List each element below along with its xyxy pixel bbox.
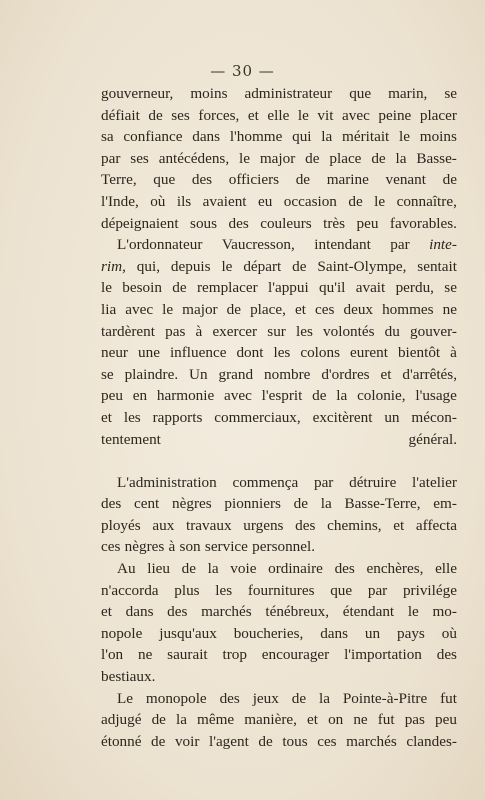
word: ils bbox=[176, 192, 192, 210]
text-line bbox=[101, 364, 457, 386]
word: ses bbox=[130, 149, 149, 167]
word: et bbox=[393, 516, 405, 534]
word: des bbox=[219, 689, 240, 707]
word: étendant bbox=[342, 603, 395, 621]
word: le bbox=[221, 257, 233, 275]
word: Au bbox=[117, 560, 136, 578]
word: l'usage bbox=[415, 387, 457, 405]
word: détruire bbox=[349, 473, 397, 491]
word: des bbox=[334, 560, 355, 578]
word: son bbox=[179, 538, 201, 556]
word: se bbox=[444, 279, 457, 297]
word: Un bbox=[189, 365, 208, 383]
word: hommes bbox=[382, 300, 434, 318]
word: à bbox=[168, 538, 176, 556]
word: commença bbox=[232, 473, 299, 491]
word: lieu bbox=[147, 560, 170, 578]
word: même bbox=[197, 711, 235, 729]
word: par bbox=[367, 581, 388, 599]
text-line bbox=[101, 644, 457, 666]
word: l'agent bbox=[208, 732, 249, 750]
word: les bbox=[296, 322, 313, 340]
word: gouverneur, bbox=[101, 85, 174, 102]
word: commerciaux, bbox=[214, 408, 301, 426]
word: tardèrent bbox=[101, 322, 155, 340]
word: aux bbox=[152, 516, 175, 534]
word: sur bbox=[267, 322, 286, 340]
word: privilége bbox=[402, 581, 457, 599]
word: bestiaux. bbox=[101, 668, 156, 686]
word: remplacer bbox=[196, 279, 258, 297]
word: grand bbox=[218, 365, 254, 383]
word: l'appui bbox=[268, 279, 309, 297]
word: Terre, bbox=[101, 171, 137, 189]
text-line bbox=[101, 385, 457, 407]
word: marin, bbox=[388, 85, 428, 102]
word: de bbox=[291, 689, 307, 707]
word: Pointe-à-Pitre bbox=[342, 689, 428, 707]
text-line bbox=[101, 731, 457, 753]
word: plus bbox=[174, 581, 200, 599]
word: volontés bbox=[323, 322, 375, 340]
word: marine bbox=[326, 171, 369, 189]
word: cent bbox=[133, 495, 160, 513]
paragraph bbox=[101, 688, 457, 753]
word: avec bbox=[342, 106, 370, 124]
word: de bbox=[292, 257, 307, 275]
word: dans bbox=[125, 603, 154, 621]
word: la bbox=[336, 387, 348, 405]
word: dans bbox=[192, 128, 221, 146]
word: des bbox=[191, 171, 213, 189]
word: que bbox=[153, 171, 176, 189]
word: ne bbox=[137, 646, 153, 664]
word: pas bbox=[165, 322, 186, 340]
word: tentement bbox=[101, 430, 161, 448]
word: départ bbox=[243, 257, 282, 275]
page-number: — 30 — bbox=[210, 62, 275, 80]
word: avaient bbox=[202, 192, 247, 210]
word: que bbox=[330, 581, 353, 599]
text-line bbox=[101, 299, 457, 321]
word: et bbox=[294, 300, 306, 318]
word: des bbox=[436, 646, 457, 664]
word: en bbox=[132, 387, 148, 405]
word: colons bbox=[300, 344, 340, 362]
word: trop bbox=[222, 646, 247, 664]
word: les bbox=[123, 408, 141, 426]
word: ordinaire bbox=[268, 560, 323, 578]
word: l'Inde, bbox=[101, 192, 139, 210]
word: de bbox=[172, 279, 187, 297]
word: peu bbox=[435, 711, 457, 729]
word: neur bbox=[101, 344, 128, 362]
word: manière, bbox=[244, 711, 297, 729]
word: lia bbox=[101, 300, 117, 318]
word: officiers bbox=[228, 171, 280, 189]
word: la bbox=[318, 689, 330, 707]
paragraph bbox=[101, 472, 457, 558]
word: de bbox=[226, 300, 242, 318]
word: se bbox=[444, 85, 457, 102]
word: que bbox=[349, 85, 372, 102]
word: ces bbox=[101, 538, 121, 556]
text-line bbox=[101, 105, 457, 127]
word: fut bbox=[377, 711, 395, 729]
word: jeux bbox=[252, 689, 279, 707]
text-line bbox=[101, 148, 457, 170]
word: de bbox=[148, 106, 163, 124]
word: l'on bbox=[101, 646, 124, 664]
word: Le bbox=[117, 689, 134, 707]
word: vit bbox=[317, 106, 334, 124]
word: de bbox=[442, 171, 457, 189]
word: urgens bbox=[243, 516, 284, 534]
word: dont bbox=[236, 344, 264, 362]
word: antécédens, bbox=[158, 149, 230, 167]
word: on bbox=[328, 711, 344, 729]
word: encourager bbox=[261, 646, 330, 664]
word: connaître, bbox=[396, 192, 457, 210]
word: gouver- bbox=[410, 322, 457, 340]
word: l'homme bbox=[229, 128, 283, 146]
word: défiait bbox=[101, 106, 140, 124]
word: un bbox=[384, 408, 400, 426]
word: venant bbox=[385, 171, 426, 189]
body-text bbox=[101, 83, 457, 752]
text-line bbox=[101, 429, 457, 451]
word: couleurs bbox=[260, 214, 312, 232]
word: avait bbox=[355, 279, 386, 297]
word: étonné bbox=[101, 732, 142, 750]
word: dépeignaient bbox=[101, 214, 179, 232]
word: adjugé bbox=[101, 711, 142, 729]
word: sentait bbox=[417, 257, 457, 275]
word: d'arrêtés, bbox=[402, 365, 457, 383]
word: ne bbox=[442, 300, 457, 318]
word: administrateur bbox=[244, 85, 333, 102]
word: peine bbox=[378, 106, 412, 124]
word: besoin bbox=[122, 279, 162, 297]
word: peu bbox=[356, 214, 379, 232]
word: les bbox=[273, 344, 291, 362]
word: de bbox=[312, 387, 327, 405]
word: pays bbox=[397, 624, 425, 642]
word: un bbox=[364, 624, 381, 642]
word: de bbox=[348, 192, 363, 210]
word: qu'il bbox=[319, 279, 346, 297]
word: major bbox=[259, 149, 296, 167]
word: et bbox=[307, 711, 318, 729]
word: où bbox=[150, 192, 166, 210]
text-line bbox=[101, 536, 457, 558]
word: la bbox=[175, 711, 187, 729]
word: la bbox=[207, 560, 219, 578]
word: fournitures bbox=[247, 581, 315, 599]
word: qui bbox=[292, 128, 312, 146]
word: eu bbox=[257, 192, 273, 210]
word: n'accorda bbox=[101, 581, 159, 599]
word: le bbox=[407, 603, 419, 621]
word: des bbox=[295, 516, 316, 534]
word: chemins, bbox=[327, 516, 382, 534]
word: de bbox=[258, 732, 273, 750]
word: marchés bbox=[201, 603, 252, 621]
text-line bbox=[101, 277, 457, 299]
word: nopole bbox=[101, 624, 143, 642]
word: par bbox=[390, 236, 410, 254]
word: jusqu'aux bbox=[159, 624, 217, 642]
word: plaindre. bbox=[124, 365, 179, 383]
word: intendant bbox=[314, 236, 371, 254]
paragraph bbox=[101, 234, 457, 472]
word: le bbox=[399, 128, 410, 146]
word: d'ordres bbox=[321, 365, 370, 383]
word: em- bbox=[433, 495, 457, 513]
word: avec bbox=[125, 300, 154, 318]
word: favorables. bbox=[389, 214, 457, 232]
word: du bbox=[384, 322, 400, 340]
word: et bbox=[101, 603, 112, 621]
word: ces bbox=[317, 732, 337, 750]
word: et bbox=[380, 365, 392, 383]
word: l'esprit bbox=[261, 387, 303, 405]
word: voie bbox=[230, 560, 257, 578]
text-line bbox=[101, 213, 457, 235]
word: elle bbox=[435, 560, 457, 578]
word: mo- bbox=[432, 603, 457, 621]
word: la bbox=[321, 128, 333, 146]
word: de bbox=[295, 171, 311, 189]
paragraph bbox=[101, 558, 457, 688]
word: le bbox=[297, 106, 309, 124]
text-line bbox=[101, 580, 457, 602]
word: inte- bbox=[429, 236, 457, 254]
word: nègres bbox=[172, 495, 212, 513]
word: sa bbox=[101, 128, 114, 146]
text-line bbox=[101, 83, 457, 105]
word: fut bbox=[440, 689, 457, 707]
word: avec bbox=[224, 387, 252, 405]
paragraph bbox=[101, 83, 457, 234]
word: Basse- bbox=[416, 149, 457, 167]
word: enchères, bbox=[366, 560, 424, 578]
word: par bbox=[313, 473, 334, 491]
text-line bbox=[101, 256, 457, 278]
text-line bbox=[101, 234, 457, 256]
word: affecta bbox=[415, 516, 457, 534]
word: des bbox=[228, 214, 249, 232]
word: de bbox=[151, 732, 166, 750]
word: et bbox=[101, 408, 112, 426]
word: méritait bbox=[342, 128, 390, 146]
word: de bbox=[293, 495, 308, 513]
text-line bbox=[101, 191, 457, 213]
text-line bbox=[101, 623, 457, 645]
word: ces bbox=[315, 300, 335, 318]
text-line bbox=[101, 666, 457, 688]
word: occasion bbox=[283, 192, 337, 210]
text-line bbox=[101, 709, 457, 731]
word: marchés bbox=[346, 732, 397, 750]
word: où bbox=[441, 624, 457, 642]
word: une bbox=[138, 344, 160, 362]
word: peu bbox=[101, 387, 123, 405]
word: et bbox=[247, 106, 259, 124]
word: de bbox=[371, 149, 386, 167]
word: rapports bbox=[152, 408, 203, 426]
word: tous bbox=[282, 732, 308, 750]
text-line bbox=[101, 601, 457, 623]
word: ténébreux, bbox=[265, 603, 330, 621]
word: travaux bbox=[186, 516, 232, 534]
word: de bbox=[305, 149, 320, 167]
word: nègres bbox=[124, 538, 165, 556]
text-line bbox=[101, 126, 457, 148]
word: forces, bbox=[198, 106, 240, 124]
word: pas bbox=[404, 711, 425, 729]
text-line bbox=[101, 321, 457, 343]
word: général. bbox=[408, 430, 457, 448]
word: voir bbox=[174, 732, 200, 750]
word: rim, bbox=[101, 257, 126, 275]
text-line bbox=[101, 493, 457, 515]
word: boucheries, bbox=[233, 624, 304, 642]
text-line bbox=[101, 688, 457, 710]
word: L'administration bbox=[117, 473, 217, 491]
word: qui, bbox=[136, 257, 161, 275]
text-line bbox=[101, 450, 457, 472]
word: eurent bbox=[350, 344, 388, 362]
text-line bbox=[101, 558, 457, 580]
word: deux bbox=[343, 300, 374, 318]
word: ployés bbox=[101, 516, 141, 534]
word: perdu, bbox=[395, 279, 434, 297]
word: le bbox=[374, 192, 386, 210]
word: clandes- bbox=[406, 732, 457, 750]
word: la bbox=[395, 149, 407, 167]
word: major bbox=[182, 300, 218, 318]
word: L'ordonnateur bbox=[117, 236, 203, 254]
word: depuis bbox=[170, 257, 211, 275]
word: service bbox=[204, 538, 248, 556]
word: Vaucresson, bbox=[221, 236, 295, 254]
text-line bbox=[101, 472, 457, 494]
word: à bbox=[195, 322, 203, 340]
word: personnel. bbox=[252, 538, 316, 556]
text-line bbox=[101, 342, 457, 364]
word: très bbox=[323, 214, 346, 232]
word: le bbox=[239, 149, 250, 167]
word: des bbox=[101, 495, 122, 513]
word: de bbox=[151, 711, 166, 729]
word: exercer bbox=[212, 322, 258, 340]
word: de bbox=[181, 560, 196, 578]
word: par bbox=[101, 149, 121, 167]
text-line bbox=[101, 169, 457, 191]
word: des bbox=[167, 603, 188, 621]
word: moins bbox=[419, 128, 457, 146]
word: pionniers bbox=[224, 495, 281, 513]
word: mécon- bbox=[411, 408, 457, 426]
word: se bbox=[101, 365, 114, 383]
word: l'importation bbox=[344, 646, 422, 664]
word: saurait bbox=[167, 646, 208, 664]
text-line bbox=[101, 407, 457, 429]
word: le bbox=[101, 279, 112, 297]
word: dans bbox=[320, 624, 349, 642]
word: influence bbox=[169, 344, 227, 362]
word: bientôt bbox=[397, 344, 441, 362]
word: elle bbox=[267, 106, 290, 124]
word: confiance bbox=[123, 128, 183, 146]
word: place, bbox=[250, 300, 286, 318]
word: nombre bbox=[264, 365, 311, 383]
word: la bbox=[320, 495, 332, 513]
word: excitèrent bbox=[312, 408, 373, 426]
word: Saint-Olympe, bbox=[317, 257, 407, 275]
word: à bbox=[450, 344, 457, 362]
word: moins bbox=[190, 85, 228, 102]
word: les bbox=[215, 581, 233, 599]
word: placer bbox=[419, 106, 457, 124]
word: colonie, bbox=[357, 387, 406, 405]
word: l'atelier bbox=[412, 473, 457, 491]
word: monopole bbox=[145, 689, 207, 707]
text-line bbox=[101, 515, 457, 537]
word: ne bbox=[353, 711, 368, 729]
word: Basse-Terre, bbox=[344, 495, 421, 513]
word: harmonie bbox=[156, 387, 215, 405]
word: place bbox=[329, 149, 362, 167]
word: ses bbox=[171, 106, 190, 124]
word: sous bbox=[190, 214, 218, 232]
word: le bbox=[162, 300, 174, 318]
